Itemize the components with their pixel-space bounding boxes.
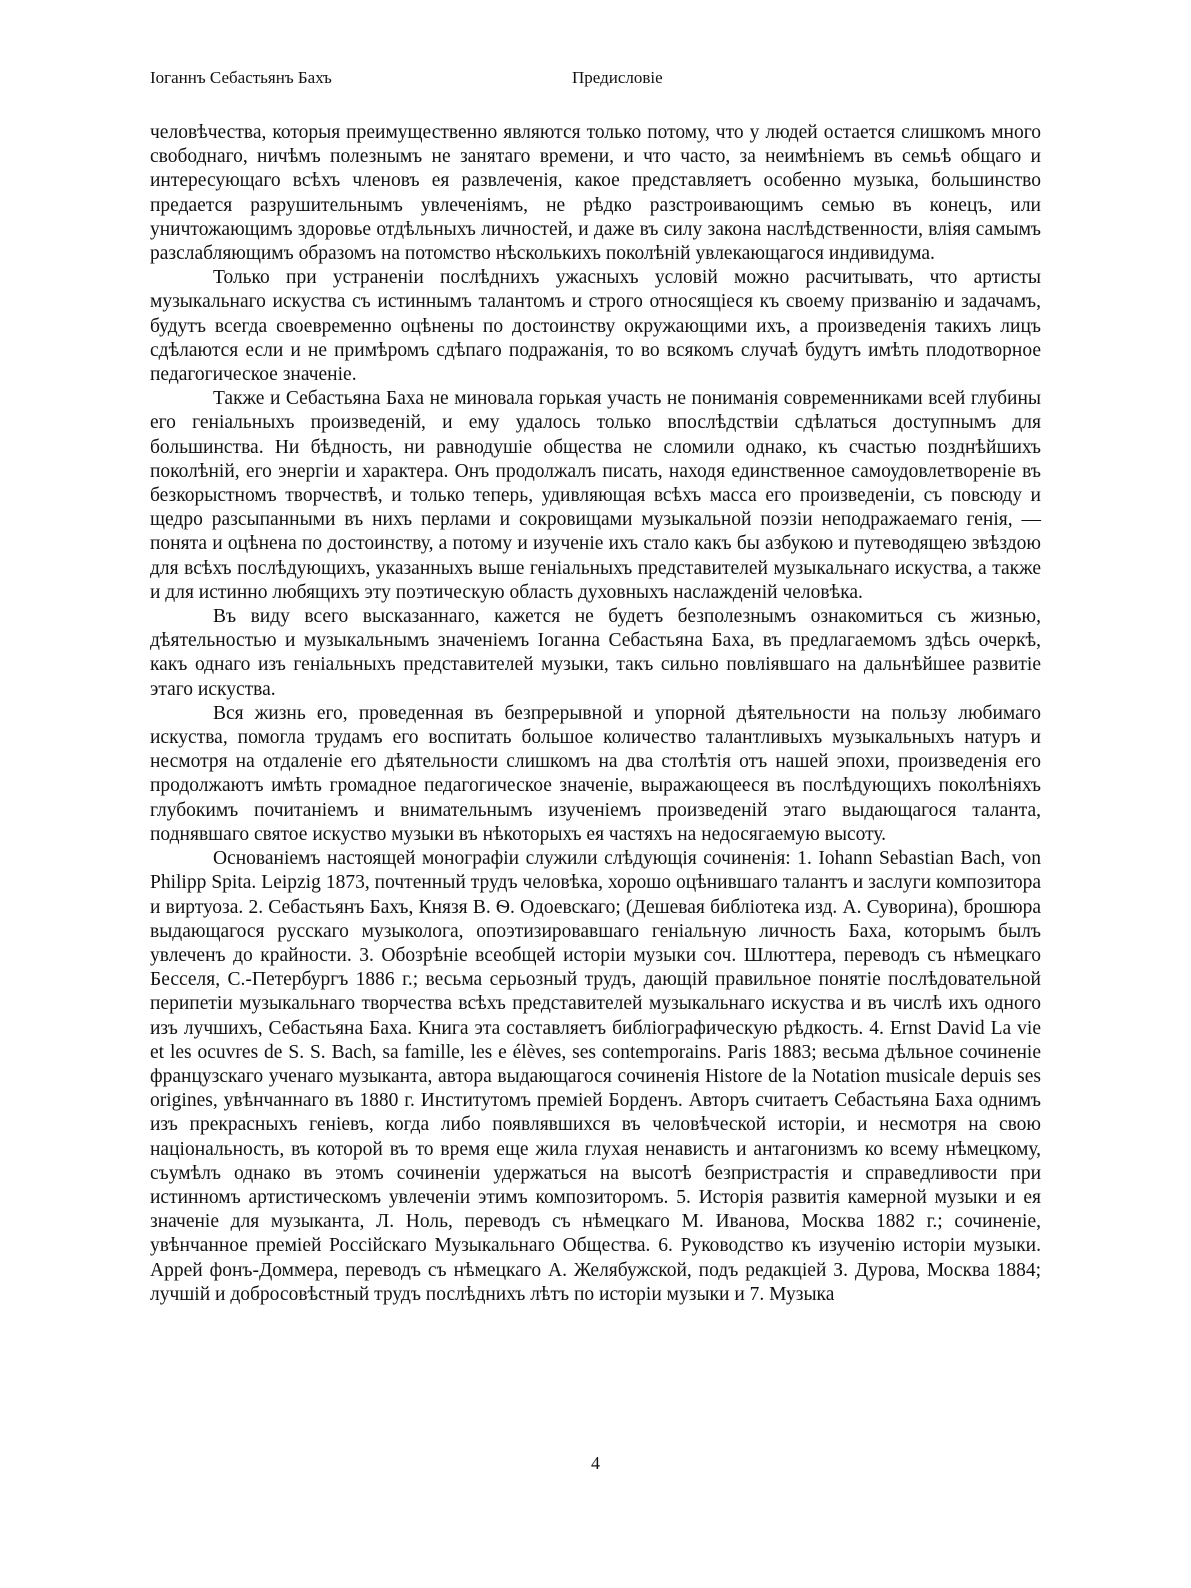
paragraph-continuation: человѣчества, которыя преимущественно являются только потому, что у людей остается слишкомъ много свободнаго, ничѣмъ полезнымъ не занятаго времени, и что часто, за неимѣніемъ въ семьѣ общаго и интересующаго всѣхъ членовъ ея развлеченія, какое представляетъ особенно музыка, большинство предается разрушительнымъ увлеченіямъ, не рѣдко разстроивающимъ семью въ конецъ, или уничтожающимъ здоровье отдѣльныхъ личностей, и даже въ силу закона наслѣдственности, вліяя самымъ разслабляющимъ образомъ на потомство нѣсколькихъ поколѣній увлекающагося индивидума. [150, 122, 1041, 265]
paragraph: Въ виду всего высказаннаго, кажется не будетъ безполезнымъ ознакомиться съ жизнью, дѣятельностью и музыкальнымъ значеніемъ Іоганна Себастьяна Баха, въ предлагаемомъ здѣсь очеркѣ, какъ однаго изъ геніальныхъ представителей музыки, такъ сильно повліявшаго на дальнѣйшее развитіе этаго искуства. [150, 606, 1041, 700]
header-book-title: Іоганнъ Себастьянъ Бахъ [150, 68, 332, 87]
page-number: 4 [591, 1453, 600, 1473]
body-text [150, 121, 1041, 1307]
paragraph: Вся жизнь его, проведенная въ безпрерывной и упорной дѣятельности на пользу любимаго искуства, помогла трудамъ его воспитать большое количество талантливыхъ музыкальныхъ натуръ и несмотря на отдаленіе его дѣятельности слишкомъ на два столѣтія отъ нашей эпохи, произведенія его продолжаютъ имѣть громадное педагогическое значеніе, выражающееся въ послѣдующихъ поколѣніяхъ глубокимъ почитаніемъ и внимательнымъ изученіемъ произведеній этаго выдающагося таланта, поднявшаго святое искуство музыки въ нѣкоторыхъ ея частяхъ на недосягаемую высоту. [150, 702, 1041, 845]
running-header [150, 68, 1041, 94]
header-section-title: Предисловіе [572, 68, 663, 87]
paragraph: Также и Себастьяна Баха не миновала горькая участь не пониманія современниками всей глубины его геніальныхъ произведеній, и ему удалось только впослѣдствіи сдѣлаться доступнымъ для большинства. Ни бѣдность, ни равнодушіе общества не сломили однако, къ счастью позднѣйшихъ поколѣній, его энергіи и характера. Онъ продолжалъ писать, находя единственное самоудовлетвореніе въ безкорыстномъ творчествѣ, и только теперь, удивляющая всѣхъ масса его произведеніи, съ повсюду и щедро разсыпанными въ нихъ перлами и сокровищами музыкальной поэзіи неподражаемаго генія, — понята и оцѣнена по достоинству, а потому и изученіе ихъ стало какъ бы азбукою и путеводящею звѣздою для всѣхъ послѣдующихъ, указанныхъ выше геніальныхъ представителей музыкальнаго искуства, а также и для истинно любящихъ эту поэтическую область духовныхъ наслажденій человѣка. [150, 388, 1041, 603]
paragraph: Только при устраненіи послѣднихъ ужасныхъ условій можно расчитывать, что артисты музыкальнаго искуства съ истиннымъ талантомъ и строго относящіеся къ своему призванію и задачамъ, будутъ всегда своевременно оцѣнены по достоинству окружающими ихъ, а произведенія такихъ лицъ сдѣлаются если и не примѣромъ сдѣпаго подражанія, то во всякомъ случаѣ будутъ имѣть плодотворное педагогическое значеніе. [150, 267, 1041, 386]
paragraph-sources: Основаніемъ настоящей монографіи служили слѣдующія сочиненія: 1. Iohann Sebastian Bach, von Philipp Spita. Leipzig 1873, почтенный трудъ человѣка, хорошо оцѣнившаго талантъ и заслуги композитора и виртуоза. 2. Себастьянъ Бахъ, Князя В. Ѳ. Одоевскаго; (Дешевая библіотека изд. А. Суворина), брошюра выдающагося русскаго музыколога, опоэтизировавшаго геніальную личность Баха, которымъ былъ увлеченъ до крайности. 3. Обозрѣніе всеобщей исторіи музыки соч. Шлюттера, переводъ съ нѣмецкаго Бесселя, С.-Петербургъ 1886 г.; весьма серьозный трудъ, дающій правильное понятіе послѣдовательной перипетіи музыкальнаго творчества всѣхъ представителей музыкальнаго искуства и въ числѣ ихъ одного изъ лучшихъ, Себастьяна Баха. Книга эта составляетъ библіографическую рѣдкость. 4. Ernst David La vie et les ocuvres de S. S. Bach, sa famille, les e élèves, ses contemporains. Paris 1883; весьма дѣльное сочиненіе французскаго ученаго музыканта, автора выдающагося сочиненія Histore de la Notation musicale depuis ses origines, увѣнчаннаго въ 1880 г. Институтомъ преміей Борденъ. Авторъ считаетъ Себастьяна Баха однимъ изъ прекрасныхъ геніевъ, когда либо появлявшихся въ человѣческой исторіи, и несмотря на свою національность, въ которой въ то время еще жила глухая ненависть и антагонизмъ ко всему нѣмецкому, съумѣлъ однако въ этомъ сочиненіи удержаться на высотѣ безпристрастія и справедливости при истинномъ артистическомъ увлеченіи этимъ композиторомъ. 5. Исторія развитія камерной музыки и ея значеніе для музыканта, Л. Ноль, переводъ съ нѣмецкаго М. Иванова, Москва 1882 г.; сочиненіе, увѣнчанное преміей Россійскаго Музыкальнаго Общества. 6. Руководство къ изученію исторіи музыки. Аррей фонъ-Доммера, переводъ съ нѣмецкаго А. Желябужской, подъ редакціей З. Дурова, Москва 1884; лучшій и добросовѣстный трудъ послѣднихъ лѣтъ по исторіи музыки и 7. Музыка [150, 848, 1041, 1305]
